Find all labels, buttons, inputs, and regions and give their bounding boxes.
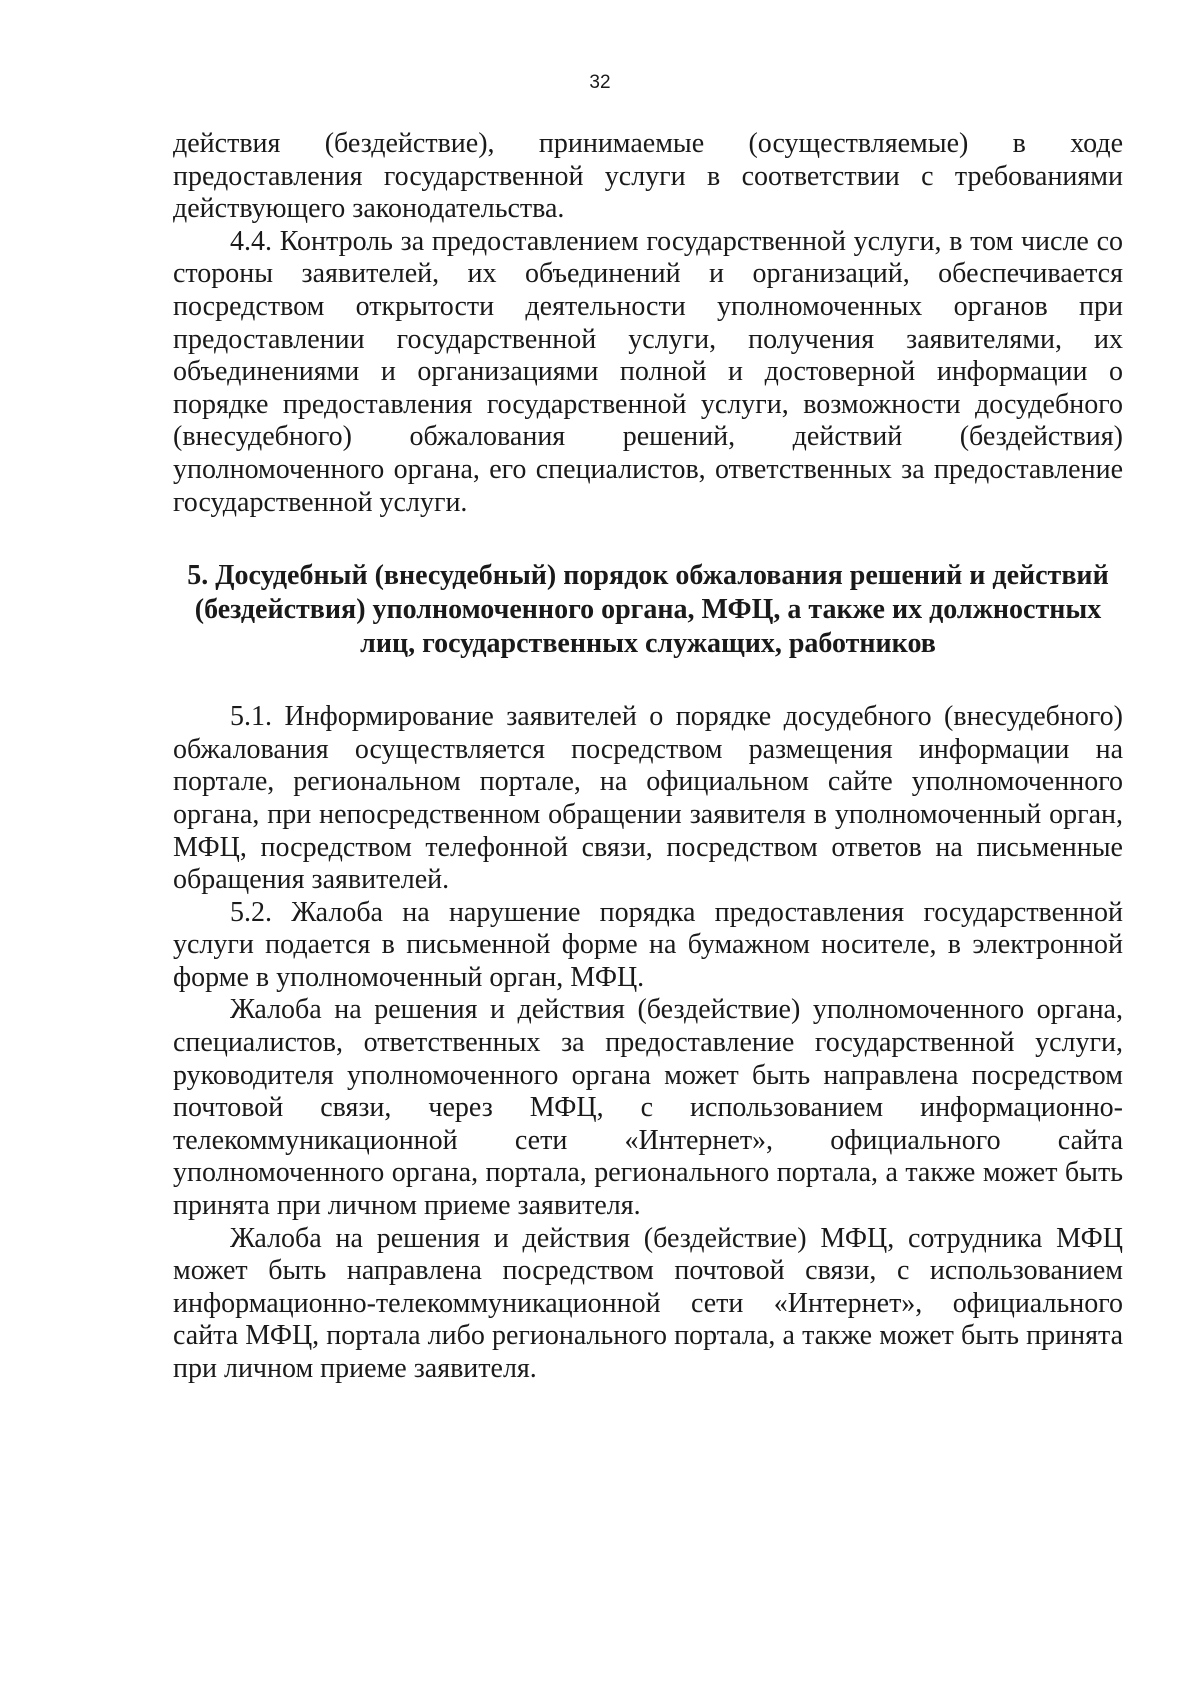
paragraph-4-4: 4.4. Контроль за предоставлением государственной услуги, в том числе со стороны заявителей, их объединений и организаций, обеспечивается посредством открытости деятельности уполномоченных органов при предоставлении государственной услуги, получения заявителями, их объединениями и организациями полной и достоверной информации о порядке предоставления государственной услуги, возможности досудебного (внесудебного) обжалования решений, действий (бездействия) уполномоченного органа, его специалистов, ответственных за предоставление государственной услуги. [173,225,1123,518]
paragraph-4-3-continuation: действия (бездействие), принимаемые (осуществляемые) в ходе предоставления государственной услуги в соответствии с требованиями действующего законодательства. [173,128,1123,225]
paragraph-5-2: 5.2. Жалоба на нарушение порядка предоставления государственной услуги подается в письменной форме на бумажном носителе, в электронной форме в уполномоченный орган, МФЦ. [173,896,1123,993]
page-number: 32 [589,72,611,93]
paragraph-5-1: 5.1. Информирование заявителей о порядке досудебного (внесудебного) обжалования осуществляется посредством размещения информации на портале, региональном портале, на официальном сайте уполномоченного органа, при непосредственном обращении заявителя в уполномоченный орган, МФЦ, посредством телефонной связи, посредством ответов на письменные обращения заявителей. [173,701,1123,896]
document-body [173,128,1123,1386]
paragraph-complaint-organ: Жалоба на решения и действия (бездействие) уполномоченного органа, специалистов, ответственных за предоставление государственной услуги, руководителя уполномоченного органа может быть направлена посредством почтовой связи, через МФЦ, с использованием информационно-телекоммуникационной сети «Интернет», официального сайта уполномоченного органа, портала, регионального портала, а также может быть принята при личном приеме заявителя. [173,994,1123,1222]
paragraph-complaint-mfc: Жалоба на решения и действия (бездействие) МФЦ, сотрудника МФЦ может быть направлена посредством почтовой связи, с использованием информационно-телекоммуникационной сети «Интернет», официального сайта МФЦ, портала либо регионального портала, а также может быть принята при личном приеме заявителя. [173,1222,1123,1384]
section-5-heading: 5. Досудебный (внесудебный) порядок обжалования решений и действий (бездействия) уполномоченного органа, МФЦ, а также их должностных лиц, государственных служащих, работников [187,560,1109,660]
